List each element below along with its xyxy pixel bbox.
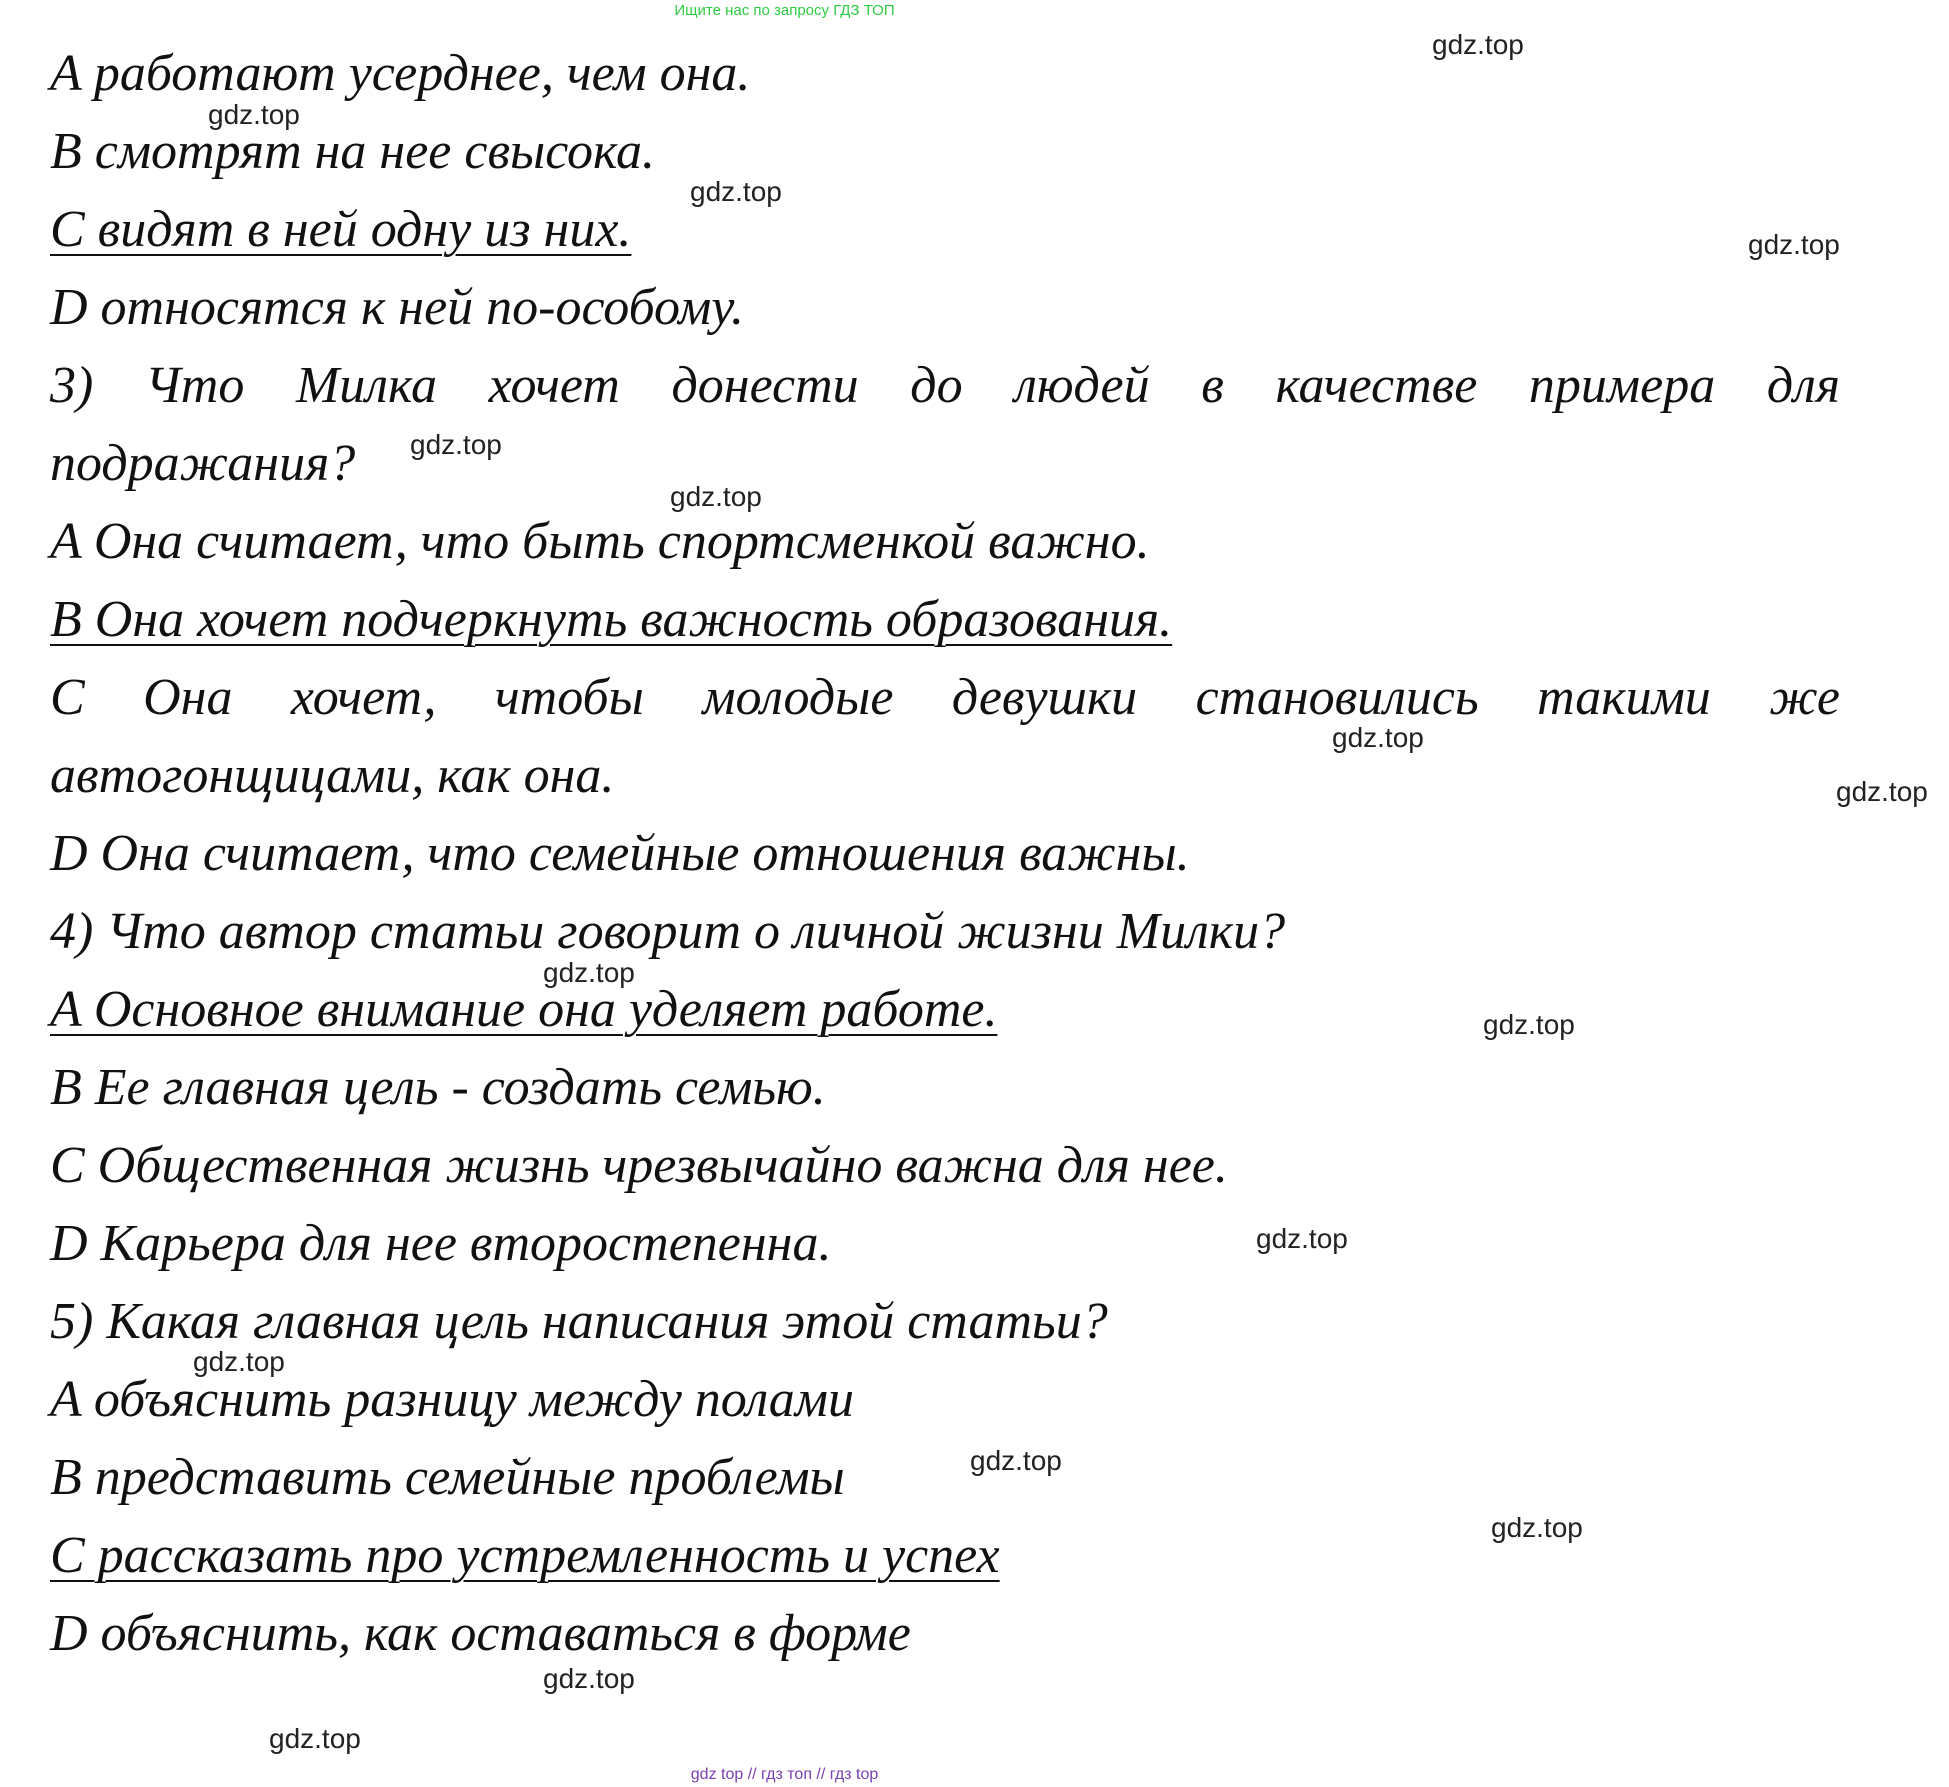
watermark: gdz.top — [1483, 1009, 1575, 1040]
answer-4a-selected: A Основное внимание она уделяет работе. — [50, 981, 998, 1038]
answer-3c: C Она хочет, чтобы молодые девушки становились такими же — [50, 669, 1840, 726]
question-5: 5) Какая главная цель написания этой статьи? — [50, 1293, 1108, 1350]
answer-3a: A Она считает, что быть спортсменкой важно. — [50, 513, 1150, 570]
answer-3c-cont: автогонщицами, как она. — [50, 747, 615, 804]
watermark: gdz.top — [410, 429, 502, 460]
watermark: gdz.top — [543, 1663, 635, 1694]
answer-4b: B Ее главная цель - создать семью. — [50, 1059, 826, 1116]
watermark: gdz.top — [1748, 229, 1840, 260]
answer-2b: B смотрят на нее свысока. — [50, 123, 656, 180]
footer-links: gdz top // гдз топ // гдз top — [690, 1766, 879, 1783]
question-3-cont: подражания? — [50, 435, 356, 492]
watermark: gdz.top — [193, 1346, 285, 1377]
watermark: gdz.top — [1836, 776, 1928, 807]
top-banner: Ищите нас по запросу ГДЗ ТОП — [674, 2, 895, 19]
watermark: gdz.top — [670, 481, 762, 512]
answer-2d: D относятся к ней по-особому. — [50, 279, 745, 336]
watermark: gdz.top — [208, 99, 300, 130]
question-4: 4) Что автор статьи говорит о личной жизни Милки? — [50, 903, 1286, 960]
answer-2a: A работают усерднее, чем она. — [50, 45, 751, 102]
watermark: gdz.top — [543, 957, 635, 988]
watermark: gdz.top — [1332, 722, 1424, 753]
answer-5c-selected: C рассказать про устремленность и успех — [50, 1527, 1000, 1584]
watermark: gdz.top — [1256, 1223, 1348, 1254]
watermark: gdz.top — [1491, 1512, 1583, 1543]
answer-2c-selected: C видят в ней одну из них. — [50, 201, 632, 258]
answer-3d: D Она считает, что семейные отношения важны. — [50, 825, 1190, 882]
answer-5a: A объяснить разницу между полами — [50, 1371, 854, 1428]
answer-4c: C Общественная жизнь чрезвычайно важна для нее. — [50, 1137, 1228, 1194]
answer-4d: D Карьера для нее второстепенна. — [50, 1215, 832, 1272]
answer-5b: B представить семейные проблемы — [50, 1449, 845, 1506]
question-3: 3) Что Милка хочет донести до людей в качестве примера для — [50, 357, 1840, 414]
watermark: gdz.top — [269, 1723, 361, 1754]
watermark: gdz.top — [690, 176, 782, 207]
watermark: gdz.top — [970, 1445, 1062, 1476]
answer-5d: D объяснить, как оставаться в форме — [50, 1605, 911, 1662]
watermark: gdz.top — [1432, 29, 1524, 60]
answer-3b-selected: B Она хочет подчеркнуть важность образования. — [50, 591, 1173, 648]
